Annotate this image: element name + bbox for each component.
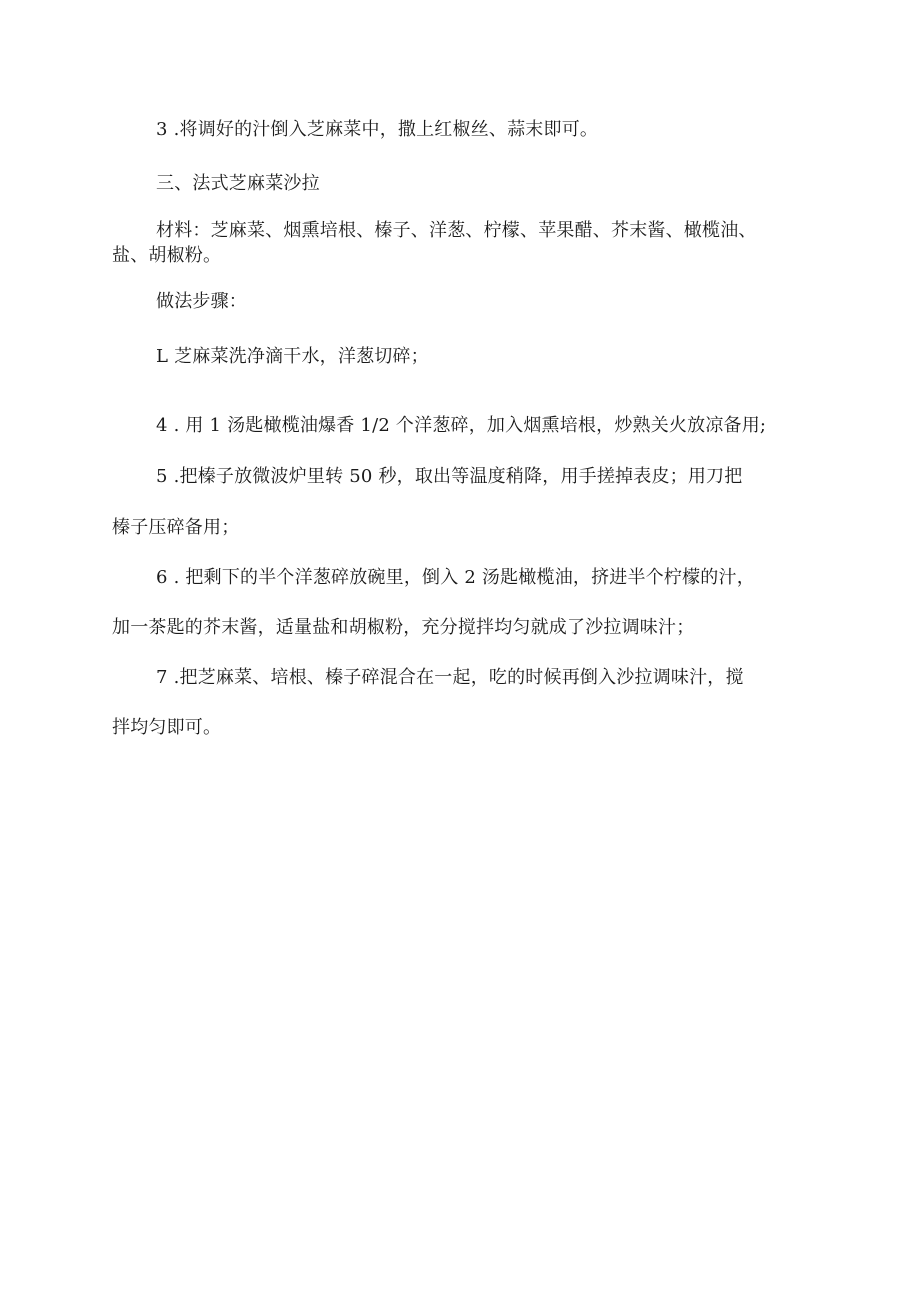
step-5-line-2: 榛子压碎备用； <box>112 517 240 538</box>
step-6-line-2: 加一茶匙的芥末酱，适量盐和胡椒粉，充分搅拌均匀就成了沙拉调味汁； <box>112 617 695 638</box>
step-4-text: 4 . 用 1 汤匙橄榄油爆香 1/2 个洋葱碎，加入烟熏培根，炒熟关火放凉备用; <box>156 415 767 436</box>
step-3-text: 3 .将调好的汁倒入芝麻菜中，撒上红椒丝、蒜末即可。 <box>156 119 599 140</box>
step-6-line-1: 6 . 把剩下的半个洋葱碎放碗里，倒入 2 汤匙橄榄油，挤进半个柠檬的汁， <box>156 567 755 588</box>
step-7-line-2: 拌均匀即可。 <box>112 717 222 738</box>
ingredients-line-2: 盐、胡椒粉。 <box>112 245 222 266</box>
ingredients-line-1: 材料：芝麻菜、烟熏培根、榛子、洋葱、柠檬、苹果醋、芥末酱、橄榄油、 <box>156 220 757 241</box>
step-1-text: L 芝麻菜洗净滴干水，洋葱切碎； <box>156 346 429 367</box>
section-heading: 三、法式芝麻菜沙拉 <box>156 173 320 194</box>
step-5-line-1: 5 .把榛子放微波炉里转 50 秒，取出等温度稍降，用手搓掉表皮；用刀把 <box>156 466 743 487</box>
step-7-line-1: 7 .把芝麻菜、培根、榛子碎混合在一起，吃的时候再倒入沙拉调味汁，搅 <box>156 667 744 688</box>
method-heading: 做法步骤： <box>156 291 247 312</box>
